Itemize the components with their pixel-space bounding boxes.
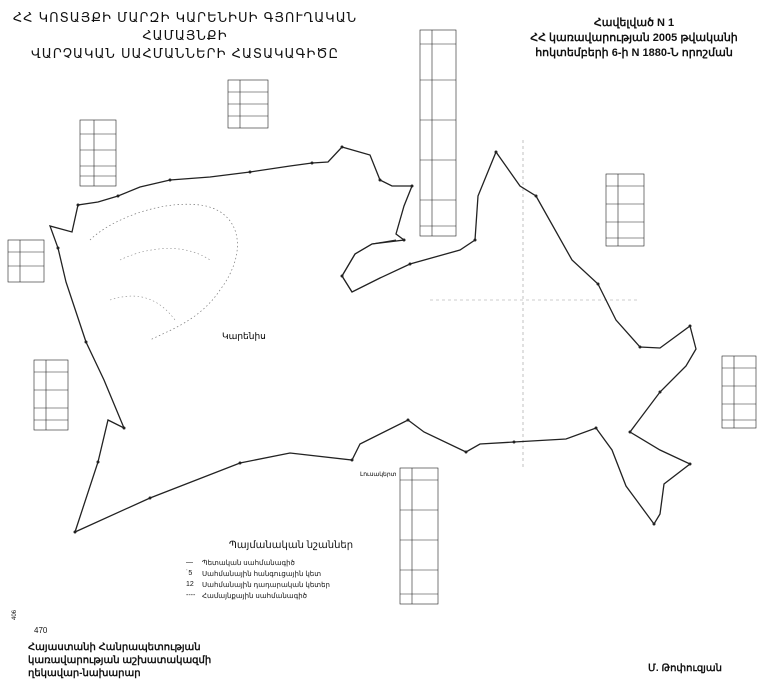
legend-item [186, 557, 396, 568]
legend-item [186, 568, 396, 579]
page-number: 470 [34, 626, 48, 635]
map-legend [186, 540, 396, 601]
legend-label: Սահմանային հանգուցային կետ [202, 570, 322, 578]
interior-feature-dotted-3 [110, 296, 175, 320]
coordinate-table-far-right [722, 356, 756, 428]
signatory-title-line-1: Հայաստանի Հանրապետության [28, 642, 201, 653]
appendix-number: Հավելված N 1 [593, 17, 675, 29]
legend-item [186, 579, 396, 590]
coordinate-table-left [8, 240, 44, 282]
appendix-decree-line: ՀՀ կառավարության 2005 թվականի [530, 32, 738, 44]
legend-symbol: — [186, 559, 193, 566]
legend-symbol: ---- [186, 592, 196, 599]
legend-title: Պայմանական նշաններ [228, 540, 354, 551]
legend-symbol: 12 [186, 581, 194, 588]
signatory-title [28, 641, 211, 680]
signatory-title-line-3: ղեկավար-նախարար [28, 668, 141, 679]
map-title-line-1: ՀՀ ԿՈՏԱՅՔԻ ՄԱՐԶԻ ԿԱՐԵՆԻՍԻ ԳՅՈՒՂԱԿԱՆ ՀԱՄԱՅՆՔԻ [12, 11, 358, 44]
settlement-label-karenis: Կարենիս [222, 331, 266, 341]
coordinate-table-right [606, 174, 644, 246]
signatory-title-line-2: կառավարության աշխատակազմի [28, 655, 212, 666]
coordinate-table-bottom [400, 468, 438, 604]
interior-feature-dotted-2 [120, 248, 210, 260]
signatory-name: Մ. Թոփուզյան [648, 663, 722, 674]
coordinate-table-top-left [80, 120, 116, 186]
appendix-date-line: հոկտեմբերի 6-ի N 1880-Ն որոշման [535, 47, 733, 59]
legend-symbol: ˙5 [186, 570, 193, 577]
legend-label: Պետական սահմանագիծ [202, 559, 295, 567]
coordinate-table-top-center [228, 80, 268, 128]
coordinate-table-top-right [420, 30, 456, 236]
settlement-label-small: Լուսակերտ [360, 472, 397, 478]
legend-label: Սահմանային դադարական կետեր [202, 581, 330, 589]
rotated-page-number: 406 [12, 609, 19, 621]
interior-feature-dotted [90, 204, 237, 340]
legend-item [186, 590, 396, 601]
coordinate-table-west [34, 360, 68, 430]
legend-label: Համայնքային սահմանագիծ [202, 592, 308, 600]
map-title-line-2: ՎԱՐՉԱԿԱՆ ՍԱՀՄԱՆՆԵՐԻ ՀԱՏԱԿԱԳԻԾԸ [30, 47, 340, 62]
